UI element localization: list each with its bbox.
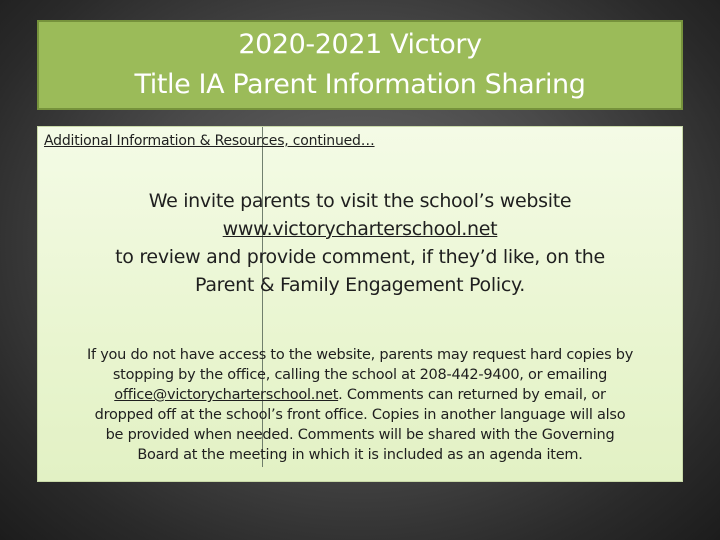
content-panel bbox=[37, 126, 683, 482]
details-line-2: stopping by the office, calling the school at 208-442-9400, or emailing bbox=[112, 367, 608, 383]
website-link[interactable]: www.victorycharterschool.net bbox=[222, 218, 498, 240]
invite-line-3: to review and provide comment, if they’d like, on the bbox=[115, 246, 605, 268]
details-line-5: be provided when needed. Comments will be shared with the Governing bbox=[105, 427, 615, 443]
invite-paragraph bbox=[38, 187, 682, 299]
invite-line-1: We invite parents to visit the school’s website bbox=[148, 190, 572, 212]
title-line-2: Title IA Parent Information Sharing bbox=[134, 69, 586, 100]
details-line-3 bbox=[38, 385, 682, 405]
details-line-1: If you do not have access to the website, parents may request hard copies by bbox=[86, 347, 634, 363]
details-line-3-rest: . Comments can returned by email, or bbox=[338, 387, 606, 403]
details-paragraph bbox=[38, 345, 682, 465]
invite-website-line bbox=[38, 215, 682, 243]
section-subtitle: Additional Information & Resources, continued… bbox=[44, 133, 375, 149]
email-link[interactable]: office@victorycharterschool.net bbox=[114, 387, 339, 403]
title-banner bbox=[37, 20, 683, 110]
invite-line-4: Parent & Family Engagement Policy. bbox=[195, 274, 525, 296]
details-line-4: dropped off at the school’s front office. Copies in another language will also bbox=[94, 407, 626, 423]
title-line-1: 2020-2021 Victory bbox=[238, 29, 482, 60]
details-line-6: Board at the meeting in which it is included as an agenda item. bbox=[137, 447, 583, 463]
